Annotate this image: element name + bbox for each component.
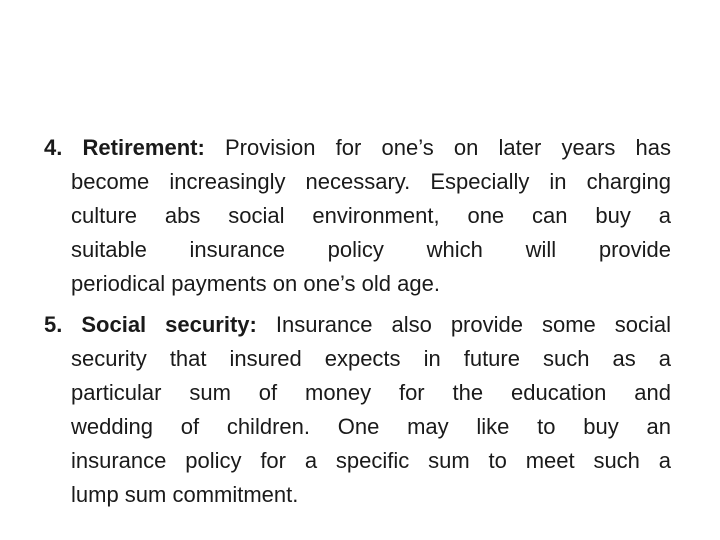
item-text-line: suitable insurance policy which will provide: [71, 237, 671, 262]
item-term: Social security:: [81, 312, 257, 337]
list-item-retirement: [44, 131, 671, 301]
item-text-line: particular sum of money for the education and: [71, 380, 671, 405]
item-text-line: become increasingly necessary. Especially in charging: [71, 169, 671, 194]
item-text-line: insurance policy for a specific sum to meet such a: [71, 448, 671, 473]
item-first-line: [44, 131, 671, 165]
item-number: 4.: [44, 135, 63, 160]
item-text: Provision for one’s on later years has: [224, 135, 671, 160]
item-text-line: culture abs social environment, one can buy a: [71, 203, 671, 228]
item-text-line: periodical payments on one’s old age.: [71, 271, 440, 296]
item-text: Insurance also provide some social: [275, 312, 671, 337]
item-first-line: [44, 308, 671, 342]
item-term: Retirement:: [82, 135, 205, 160]
item-text-line: security that insured expects in future such as a: [71, 346, 671, 371]
slide-content: [44, 131, 671, 519]
item-text-line: wedding of children. One may like to buy an: [71, 414, 671, 439]
item-number: 5.: [44, 312, 63, 337]
item-text-line: lump sum commitment.: [71, 482, 299, 507]
list-item-social-security: [44, 308, 671, 512]
